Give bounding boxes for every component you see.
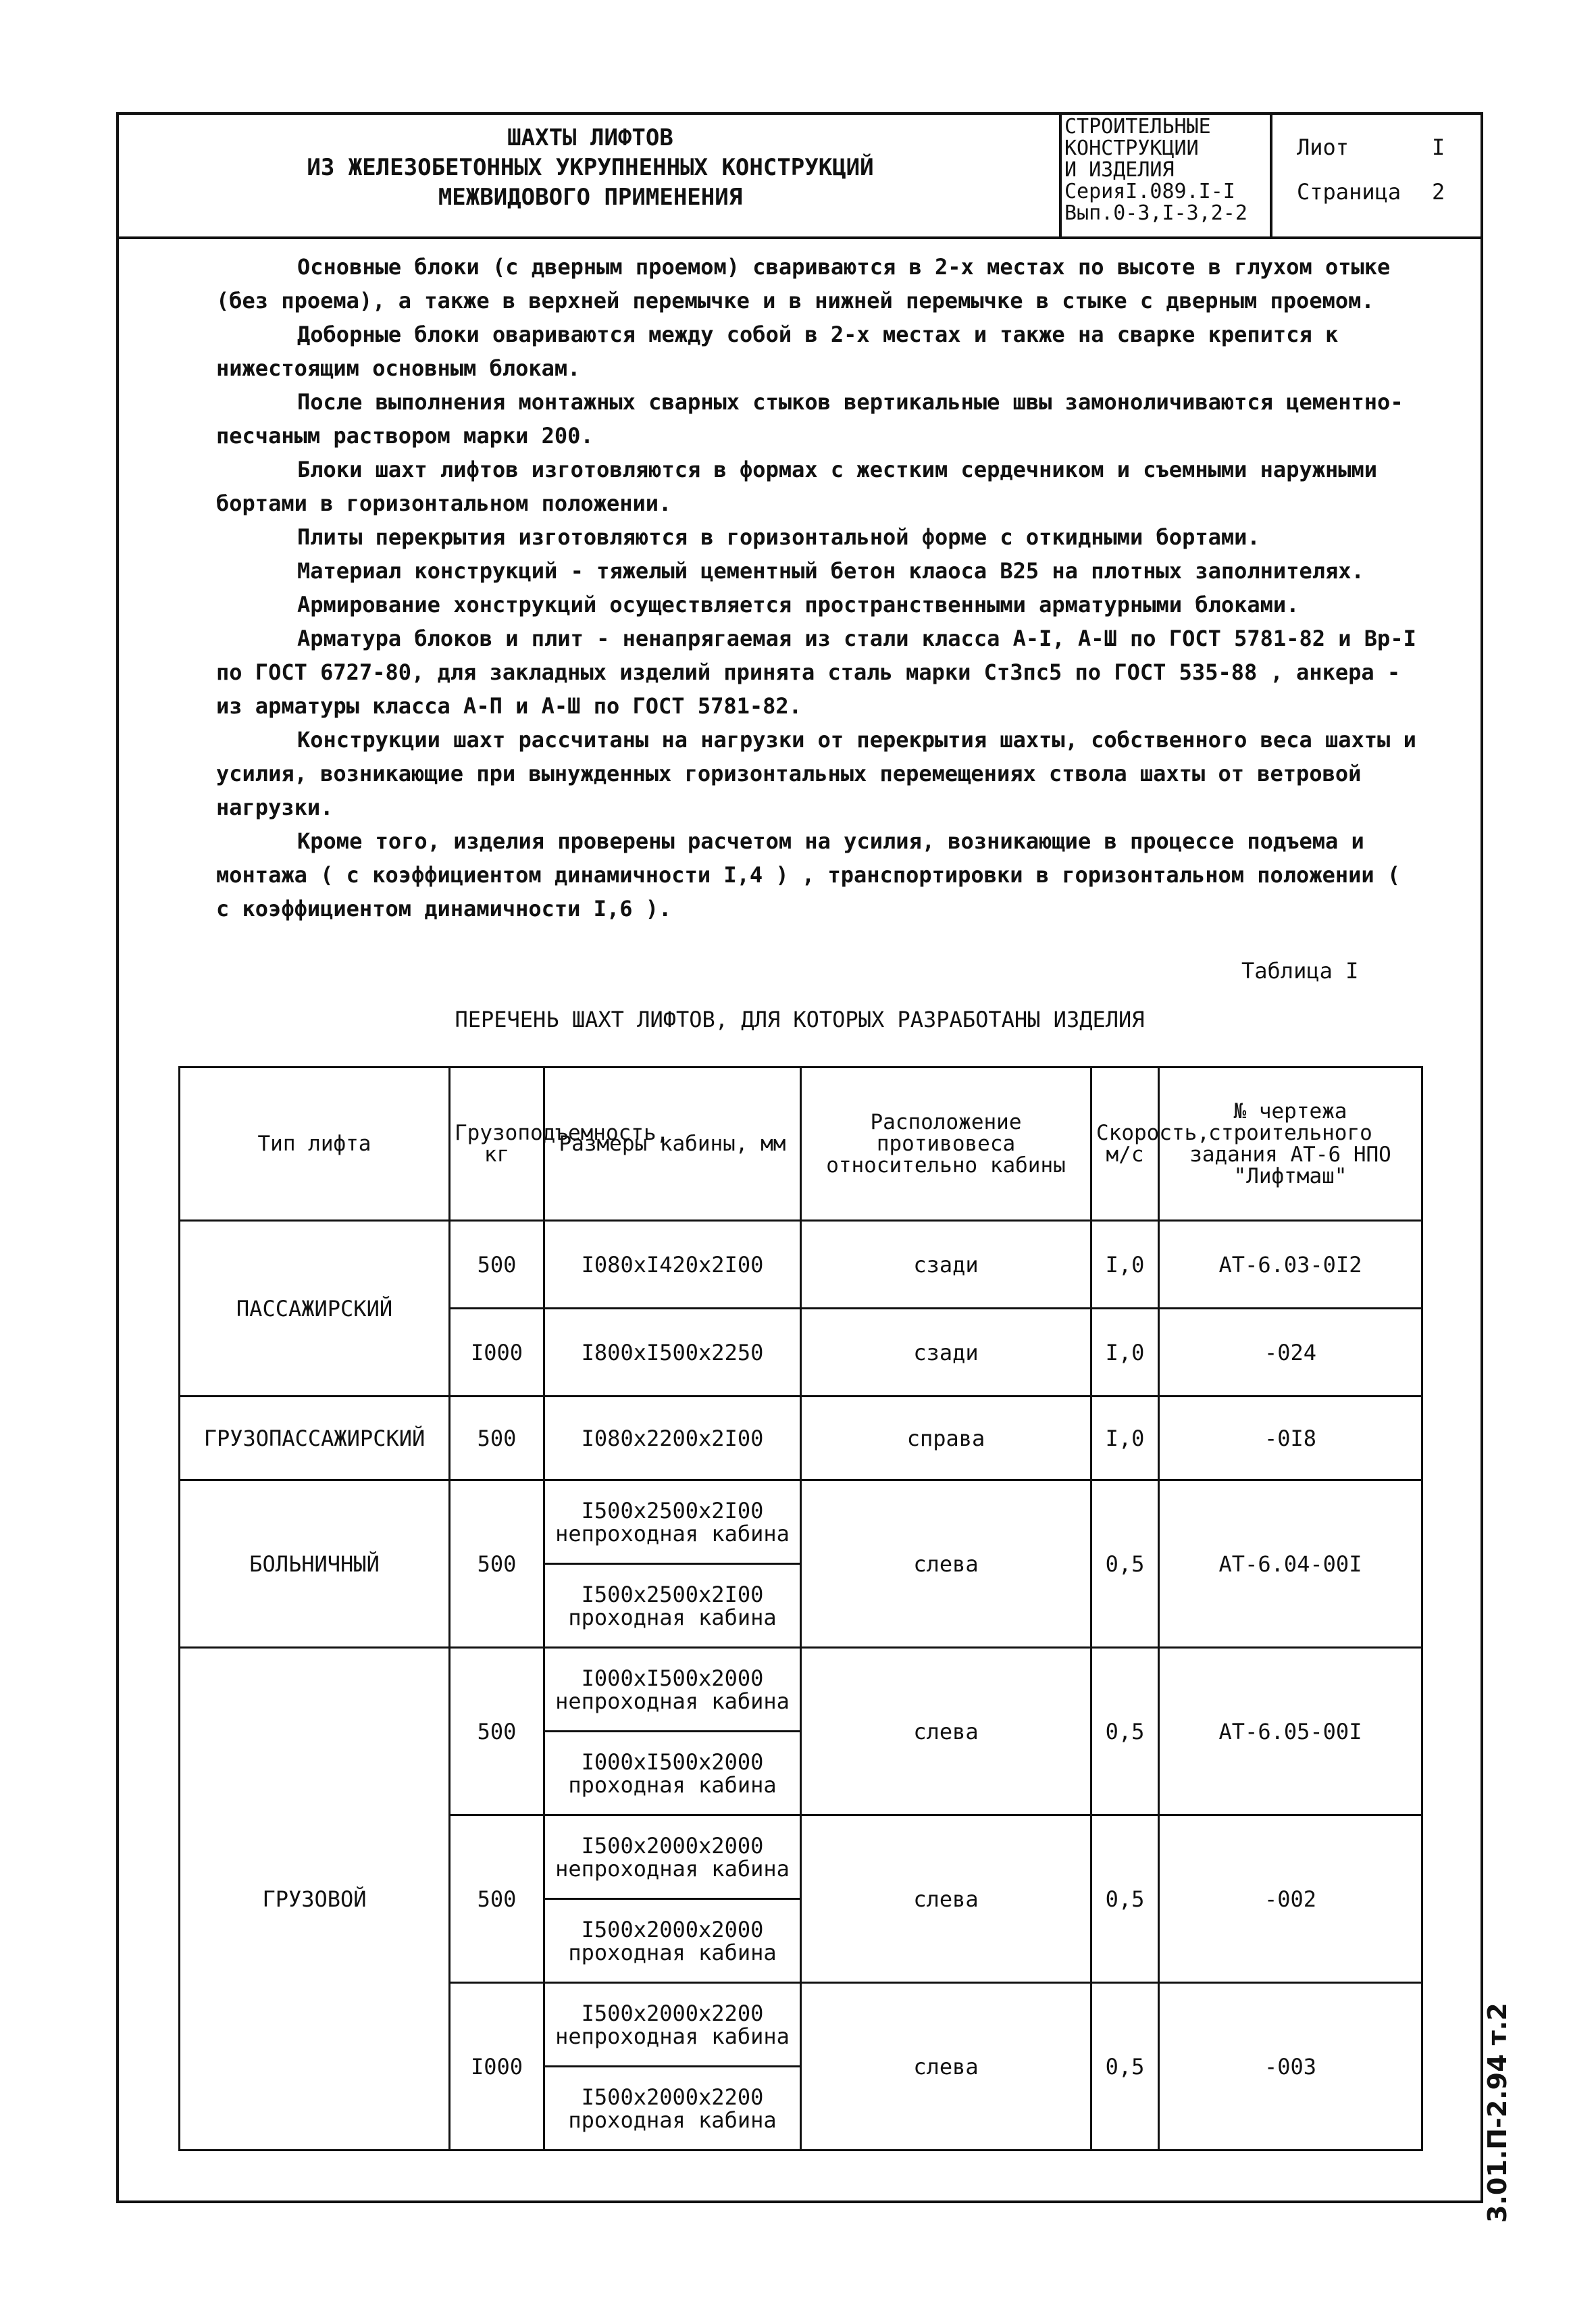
r5-drawing: АТ-6.05-00I xyxy=(1159,1648,1422,1815)
r4-position: слева xyxy=(801,1480,1091,1648)
paragraph-2: Доборные блоки овариваются между собой в 2-х местах и также на сварке крепится к нижестоящим основным блокам. xyxy=(216,322,1339,381)
r6-note-b: проходная кабина xyxy=(568,1939,777,1965)
r2-drawing: -024 xyxy=(1159,1309,1422,1397)
r6-position: слева xyxy=(801,1815,1091,1983)
paragraph-3: После выполнения монтажных сварных стыков вертикальные швы замоноличиваются цементно-песчаным раствором марки 200. xyxy=(216,389,1404,449)
title-line-2: ИЗ ЖЕЛЕЗОБЕТОННЫХ УКРУПНЕННЫХ КОНСТРУКЦИЙ xyxy=(307,154,874,181)
header-speed: Скорость, м/с xyxy=(1091,1067,1159,1221)
r1-drawing: АТ-6.03-0I2 xyxy=(1159,1221,1422,1309)
r4-size-a xyxy=(544,1480,801,1564)
r5-size-a xyxy=(544,1648,801,1732)
r3-speed: I,0 xyxy=(1091,1397,1159,1480)
r6-size-a xyxy=(544,1815,801,1899)
series-line-2: КОНСТРУКЦИИ xyxy=(1064,136,1199,160)
table-row xyxy=(180,1480,1422,1564)
r5-size-b xyxy=(544,1732,801,1815)
r6-note-a: непроходная кабина xyxy=(555,1855,790,1882)
r6-size-b xyxy=(544,1899,801,1983)
r5-position: слева xyxy=(801,1648,1091,1815)
r2-size: I800xI500x2250 xyxy=(544,1309,801,1397)
r4-load: 500 xyxy=(450,1480,544,1648)
r3-drawing: -0I8 xyxy=(1159,1397,1422,1480)
table-row xyxy=(180,1648,1422,1732)
page-label: Страница xyxy=(1297,179,1401,205)
r6-size-a-value: I500x2000x2000 xyxy=(581,1832,764,1859)
document-title xyxy=(122,123,1059,212)
r2-load: I000 xyxy=(450,1309,544,1397)
lift-table xyxy=(178,1066,1423,2151)
header-size: Размеры кабины, мм xyxy=(544,1067,801,1221)
r7-size-b xyxy=(544,2067,801,2150)
paragraph-7: Армирование хонструкций осуществляется пространственными арматурными блоками. xyxy=(297,592,1299,618)
table-row xyxy=(180,1221,1422,1309)
r4-drawing: АТ-6.04-00I xyxy=(1159,1480,1422,1648)
paragraph-10: Кроме того, изделия проверены расчетом на усилия, возникающие в процессе подъема и монтажа ( с коэффициентом динамичности I,4 ) , транспортировки в горизонтальном положении ( с коэффициентом динамичности I,6 ). xyxy=(216,828,1401,922)
r7-note-a: непроходная кабина xyxy=(555,2023,790,2049)
r7-size-b-value: I500x2000x2200 xyxy=(581,2084,764,2110)
series-line-1: СТРОИТЕЛЬНЫЕ xyxy=(1064,115,1211,139)
r2-speed: I,0 xyxy=(1091,1309,1159,1397)
header-drawing: № чертежа строительного задания АТ-6 НПО "Лифтмаш" xyxy=(1159,1067,1422,1221)
r1-speed: I,0 xyxy=(1091,1221,1159,1309)
r7-drawing: -003 xyxy=(1159,1983,1422,2150)
series-block xyxy=(1064,116,1267,224)
r4-speed: 0,5 xyxy=(1091,1480,1159,1648)
r3-position: справа xyxy=(801,1397,1091,1480)
body-text xyxy=(216,250,1418,926)
r7-note-b: проходная кабина xyxy=(568,2107,777,2133)
type-cargo: ГРУЗОВОЙ xyxy=(180,1648,450,2150)
title-line-1: ШАХТЫ ЛИФТОВ xyxy=(507,124,673,151)
r1-size: I080xI420x2I00 xyxy=(544,1221,801,1309)
r1-position: сзади xyxy=(801,1221,1091,1309)
series-line-4: СерияI.089.I-I xyxy=(1064,180,1235,203)
r5-note-a: непроходная кабина xyxy=(555,1688,790,1714)
series-line-3: И ИЗДЕЛИЯ xyxy=(1064,158,1175,182)
page-value: 2 xyxy=(1432,179,1445,205)
r7-position: слева xyxy=(801,1983,1091,2150)
r4-size-a-value: I500x2500x2I00 xyxy=(581,1497,764,1524)
sheet-value: I xyxy=(1432,134,1445,160)
paragraph-4: Блоки шахт лифтов изготовляются в формах с жестким сердечником и съемными наружными бортами в горизонтальном положении. xyxy=(216,457,1378,516)
r3-size: I080x2200x2I00 xyxy=(544,1397,801,1480)
r4-note-b: проходная кабина xyxy=(568,1604,777,1630)
paragraph-8: Арматура блоков и плит - ненапрягаемая из стали класса А-I, А-Ш по ГОСТ 5781-82 и Вр-I по ГОСТ 6727-80, для закладных изделий принята сталь марки Ст3пс5 по ГОСТ 535-88 , анкера - из арматуры класса А-П и А-Ш по ГОСТ 5781-82. xyxy=(216,626,1416,719)
paragraph-5: Плиты перекрытия изготовляются в горизонтальной форме с откидными бортами. xyxy=(297,524,1260,550)
type-passenger: ПАССАЖИРСКИЙ xyxy=(180,1221,450,1397)
header-divider xyxy=(116,236,1483,239)
table-row xyxy=(180,1397,1422,1480)
series-line-5: Вып.0-3,I-3,2-2 xyxy=(1064,201,1247,225)
r7-speed: 0,5 xyxy=(1091,1983,1159,2150)
r1-load: 500 xyxy=(450,1221,544,1309)
table-header-row xyxy=(180,1067,1422,1221)
r6-size-b-value: I500x2000x2000 xyxy=(581,1916,764,1942)
side-code: 3.01.П-2.94 т.2 xyxy=(1483,2003,1512,2223)
r4-size-b-value: I500x2500x2I00 xyxy=(581,1581,764,1607)
title-line-3: МЕЖВИДОВОГО ПРИМЕНЕНИЯ xyxy=(438,184,743,211)
r5-note-b: проходная кабина xyxy=(568,1771,777,1798)
type-cargo-passenger: ГРУЗОПАССАЖИРСКИЙ xyxy=(180,1397,450,1480)
header-load: Грузоподъемность, кг xyxy=(450,1067,544,1221)
r5-size-b-value: I000xI500x2000 xyxy=(581,1749,764,1775)
r4-note-a: непроходная кабина xyxy=(555,1520,790,1546)
r3-load: 500 xyxy=(450,1397,544,1480)
r7-load: I000 xyxy=(450,1983,544,2150)
r5-speed: 0,5 xyxy=(1091,1648,1159,1815)
paragraph-9: Конструкции шахт рассчитаны на нагрузки от перекрытия шахты, собственного веса шахты и усилия, возникающие при вынужденных горизонтальных перемещениях ствола шахты от ветровой нагрузки. xyxy=(216,727,1416,820)
r6-speed: 0,5 xyxy=(1091,1815,1159,1983)
header-vline-1 xyxy=(1059,112,1062,238)
sheet-label: Лиот xyxy=(1297,134,1349,160)
paragraph-6: Материал конструкций - тяжелый цементный бетон клаоса В25 на плотных заполнителях. xyxy=(297,558,1364,584)
header-position: Расположение противовеса относительно кабины xyxy=(801,1067,1091,1221)
header-vline-2 xyxy=(1270,112,1272,238)
paragraph-1: Основные блоки (с дверным проемом) свариваются в 2-х местах по высоте в глухом отыке (без проема), а также в верхней перемычке и в нижней перемычке в стыке с дверным проемом. xyxy=(216,254,1391,313)
header-type: Тип лифта xyxy=(180,1067,450,1221)
table-title: ПЕРЕЧЕНЬ ШАХТ ЛИФТОВ, ДЛЯ КОТОРЫХ РАЗРАБОТАНЫ ИЗДЕЛИЯ xyxy=(455,1007,1145,1032)
r7-size-a-value: I500x2000x2200 xyxy=(581,2000,764,2026)
table-label: Таблица I xyxy=(1241,958,1359,984)
r6-load: 500 xyxy=(450,1815,544,1983)
r6-drawing: -002 xyxy=(1159,1815,1422,1983)
r7-size-a xyxy=(544,1983,801,2067)
r5-load: 500 xyxy=(450,1648,544,1815)
r2-position: сзади xyxy=(801,1309,1091,1397)
type-hospital: БОЛЬНИЧНЫЙ xyxy=(180,1480,450,1648)
r4-size-b xyxy=(544,1564,801,1648)
r5-size-a-value: I000xI500x2000 xyxy=(581,1665,764,1691)
